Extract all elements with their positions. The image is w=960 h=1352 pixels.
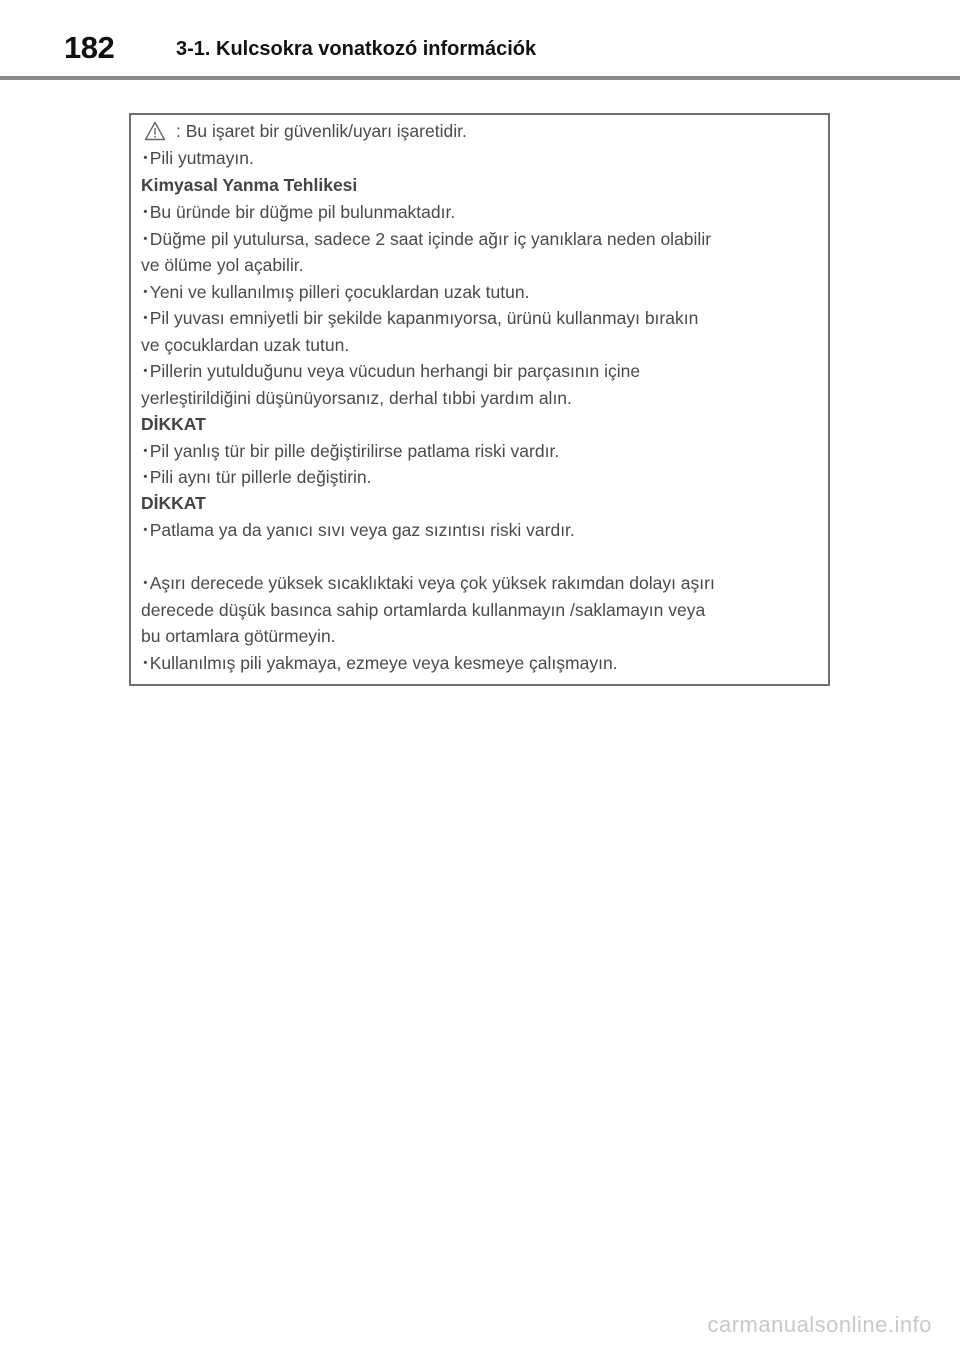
notice-heading: DİKKAT xyxy=(141,414,206,434)
notice-line: ･Düğme pil yutulursa, sadece 2 saat içinde ağır iç yanıklara neden olabilir xyxy=(141,229,712,249)
notice-line: ve ölüme yol açabilir. xyxy=(141,255,304,275)
notice-line: derecede düşük basınca sahip ortamlarda kullanmayın /saklamayın veya xyxy=(141,600,706,620)
notice-heading: Kimyasal Yanma Tehlikesi xyxy=(141,175,358,195)
notice-line: ･Patlama ya da yanıcı sıvı veya gaz sızıntısı riski vardır. xyxy=(141,520,575,540)
notice-line: ･Pil yuvası emniyetli bir şekilde kapanmıyorsa, ürünü kullanmayı bırakın xyxy=(141,308,699,328)
notice-line: yerleştirildiğini düşünüyorsanız, derhal tıbbi yardım alın. xyxy=(141,388,572,408)
notice-line: ･Pillerin yutulduğunu veya vücudun herhangi bir parçasının içine xyxy=(141,361,641,381)
header-divider xyxy=(0,76,960,80)
notice-heading: DİKKAT xyxy=(141,493,206,513)
watermark: carmanualsonline.info xyxy=(707,1312,932,1337)
notice-line: ･Aşırı derecede yüksek sıcaklıktaki veya çok yüksek rakımdan dolayı aşırı xyxy=(141,573,715,593)
notice-line: ･Pil yanlış tür bir pille değiştirilirse patlama riski vardır. xyxy=(141,441,560,461)
notice-line: bu ortamlara götürmeyin. xyxy=(141,626,336,646)
section-title: 3-1. Kulcsokra vonatkozó információk xyxy=(176,38,537,60)
page-number: 182 xyxy=(64,30,115,65)
page-header xyxy=(0,0,960,80)
notice-line: ve çocuklardan uzak tutun. xyxy=(141,335,350,355)
notice-line: ･Yeni ve kullanılmış pilleri çocuklardan uzak tutun. xyxy=(141,282,530,302)
notice-line: ･Pili aynı tür pillerle değiştirin. xyxy=(141,467,372,487)
warning-triangle-icon xyxy=(144,121,166,141)
warning-line xyxy=(141,121,467,141)
notice-line: ･Pili yutmayın. xyxy=(141,148,254,168)
warning-symbol-meaning: : Bu işaret bir güvenlik/uyarı işaretidir. xyxy=(176,121,467,141)
warning-notice-box xyxy=(129,113,830,686)
notice-line: ･Kullanılmış pili yakmaya, ezmeye veya kesmeye çalışmayın. xyxy=(141,653,618,673)
notice-line: ･Bu üründe bir düğme pil bulunmaktadır. xyxy=(141,202,456,222)
